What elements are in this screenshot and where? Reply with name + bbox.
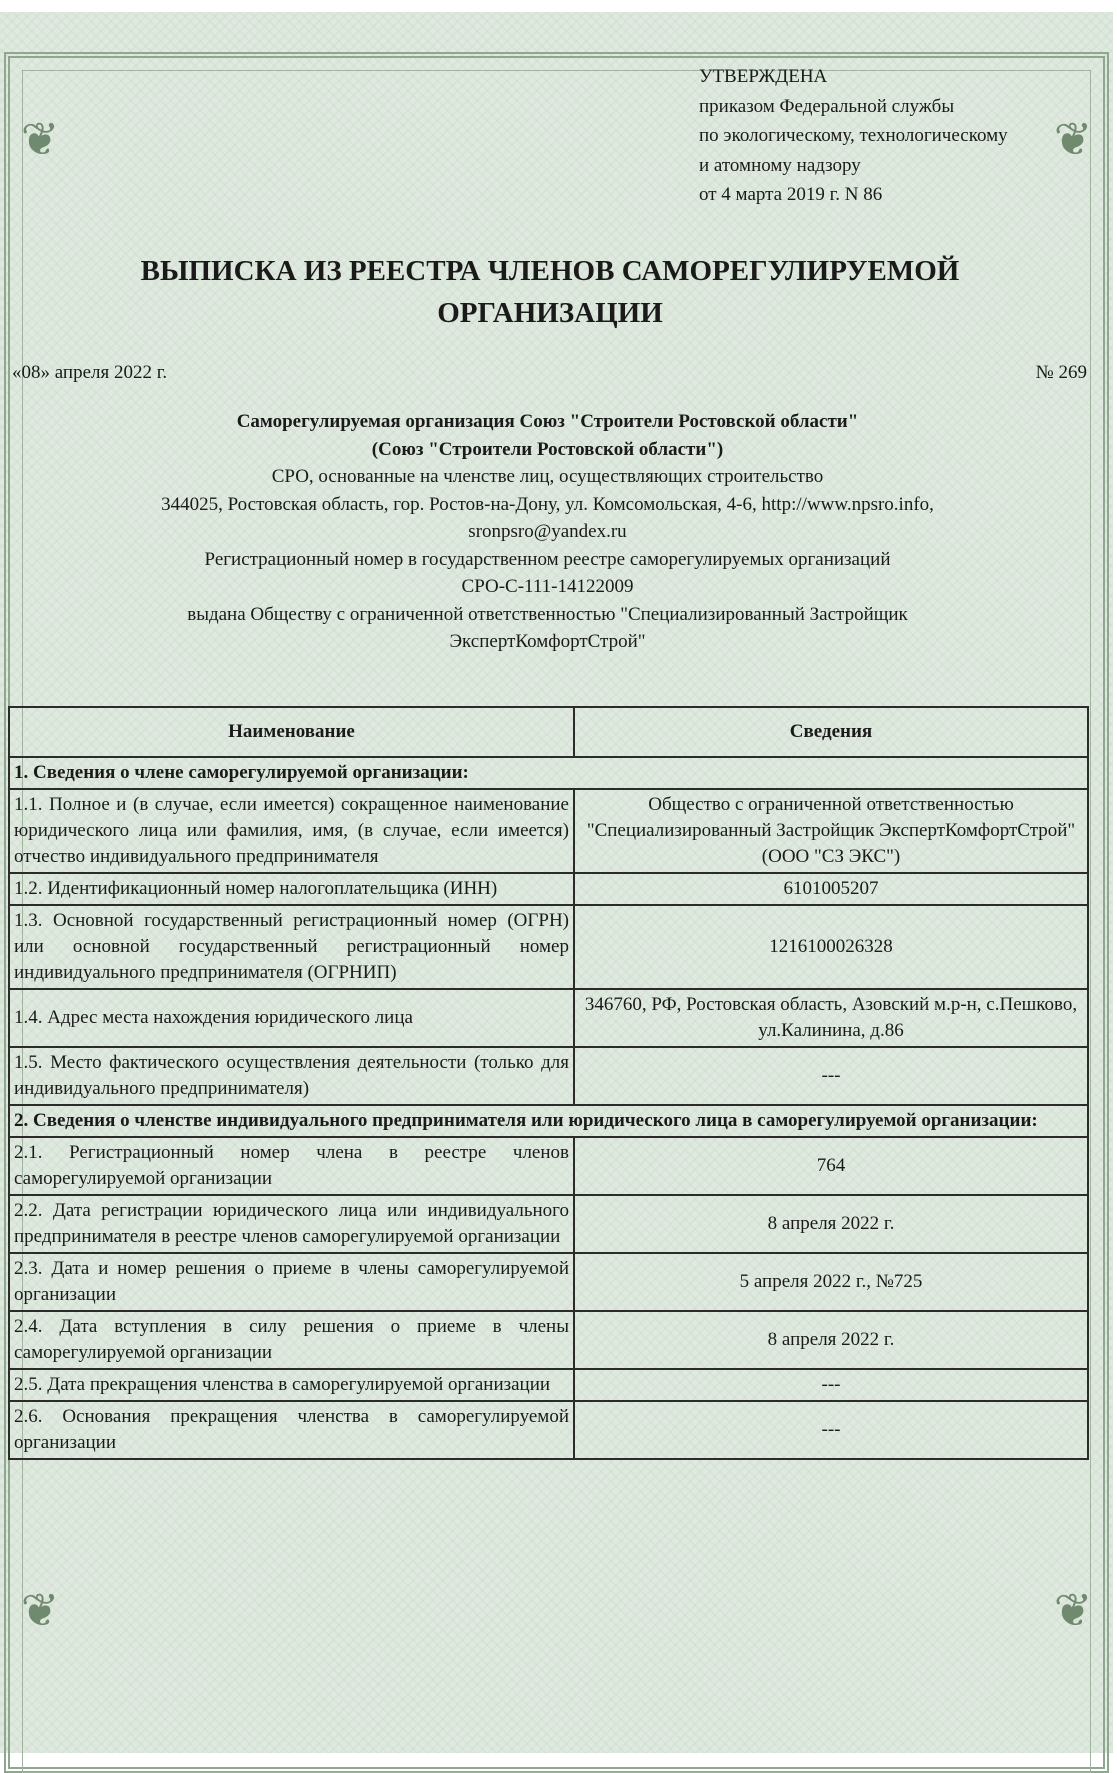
row-value: --- [574, 1401, 1088, 1459]
title-line-1: ВЫПИСКА ИЗ РЕЕСТРА ЧЛЕНОВ САМОРЕГУЛИРУЕМОЙ [140, 255, 960, 287]
approval-line: приказом Федеральной службы [699, 95, 955, 117]
document-title [40, 250, 1060, 334]
row-name: 2.4. Дата вступления в силу решения о приеме в члены саморегулируемой организации [9, 1311, 574, 1369]
table-row [9, 789, 1088, 873]
registry-table [8, 706, 1089, 1460]
row-name: 1.3. Основной государственный регистрационный номер (ОГРН) или основной государственный регистрационный номер индивидуального предпринимателя (ОГРНИП) [9, 905, 574, 989]
issued-to-line-2: ЭкспертКомфортСтрой" [449, 631, 646, 652]
table-row [9, 873, 1088, 905]
section-row [9, 1105, 1088, 1137]
row-value: --- [574, 1047, 1088, 1105]
table-row [9, 1047, 1088, 1105]
row-value: 346760, РФ, Ростовская область, Азовский м.р-н, с.Пешково, ул.Калинина, д.86 [574, 989, 1088, 1047]
row-value: 6101005207 [574, 873, 1088, 905]
table-row [9, 905, 1088, 989]
row-name: 2.3. Дата и номер решения о приеме в члены саморегулируемой организации [9, 1253, 574, 1311]
header-value: Сведения [574, 707, 1088, 757]
approval-line: УТВЕРЖДЕНА [699, 66, 828, 87]
row-value: 1216100026328 [574, 905, 1088, 989]
table-row [9, 1401, 1088, 1459]
section-row [9, 757, 1088, 789]
approval-line: и атомному надзору [699, 154, 861, 176]
table-row [9, 1253, 1088, 1311]
issuer-block [20, 408, 1075, 656]
table-header-row [9, 707, 1088, 757]
row-value: 8 апреля 2022 г. [574, 1195, 1088, 1253]
issued-to-line-1: выдана Обществу с ограниченной ответственностью "Специализированный Застройщик [187, 603, 908, 625]
row-name: 1.5. Место фактического осуществления деятельности (только для индивидуального предпринимателя) [9, 1047, 574, 1105]
row-name: 1.4. Адрес места нахождения юридического лица [9, 989, 574, 1047]
issuer-name-line-2: (Союз "Строители Ростовской области") [371, 438, 724, 460]
section-1-title: 1. Сведения о члене саморегулируемой организации: [9, 757, 1088, 789]
approval-stamp-text [699, 62, 1008, 210]
header-name: Наименование [9, 707, 574, 757]
issuer-name-line-1: Саморегулируемая организация Союз "Строители Ростовской области" [236, 411, 859, 432]
table-row [9, 1311, 1088, 1369]
row-name: 1.2. Идентификационный номер налогоплательщика (ИНН) [9, 873, 574, 905]
issuer-reg-number: СРО-С-111-14122009 [461, 576, 634, 597]
corner-ornament-icon: ❦ [1053, 1585, 1093, 1636]
document-date: «08» апреля 2022 г. [12, 362, 168, 383]
table-row [9, 1369, 1088, 1401]
row-name: 2.2. Дата регистрации юридического лица или индивидуального предпринимателя в реестре членов саморегулируемой организации [9, 1195, 574, 1253]
issuer-address-line-2: sronpsro@yandex.ru [468, 521, 627, 542]
corner-ornament-icon: ❦ [1053, 114, 1093, 165]
table-row [9, 989, 1088, 1047]
row-name: 2.5. Дата прекращения членства в саморегулируемой организации [9, 1369, 574, 1401]
table-row [9, 1195, 1088, 1253]
row-value: Общество с ограниченной ответственностью "Специализированный Застройщик ЭкспертКомфортСтрой" (ООО "СЗ ЭКС") [574, 789, 1088, 873]
row-value: 5 апреля 2022 г., №725 [574, 1253, 1088, 1311]
title-line-2: ОРГАНИЗАЦИИ [437, 297, 663, 329]
row-name: 1.1. Полное и (в случае, если имеется) сокращенное наименование юридического лица или фамилия, имя, (в случае, если имеется) отчество индивидуального предпринимателя [9, 789, 574, 873]
approval-line: по экологическому, технологическому [699, 125, 1008, 146]
issuer-address-line-1: 344025, Ростовская область, гор. Ростов-на-Дону, ул. Комсомольская, 4-6, http://www.npsro.info, [161, 493, 934, 515]
row-value: --- [574, 1369, 1088, 1401]
table-row [9, 1137, 1088, 1195]
row-name: 2.6. Основания прекращения членства в саморегулируемой организации [9, 1401, 574, 1459]
row-name: 2.1. Регистрационный номер члена в реестре членов саморегулируемой организации [9, 1137, 574, 1195]
row-value: 8 апреля 2022 г. [574, 1311, 1088, 1369]
corner-ornament-icon: ❦ [20, 114, 60, 165]
approval-line: от 4 марта 2019 г. N 86 [699, 184, 883, 205]
section-2-title: 2. Сведения о членстве индивидуального предпринимателя или юридического лица в саморегулируемой организации: [9, 1105, 1088, 1137]
issuer-reg-label: Регистрационный номер в государственном реестре саморегулируемых организаций [204, 548, 891, 570]
corner-ornament-icon: ❦ [20, 1585, 60, 1636]
row-value: 764 [574, 1137, 1088, 1195]
document-number: № 269 [1035, 362, 1087, 383]
issuer-type: СРО, основанные на членстве лиц, осуществляющих строительство [271, 466, 824, 487]
